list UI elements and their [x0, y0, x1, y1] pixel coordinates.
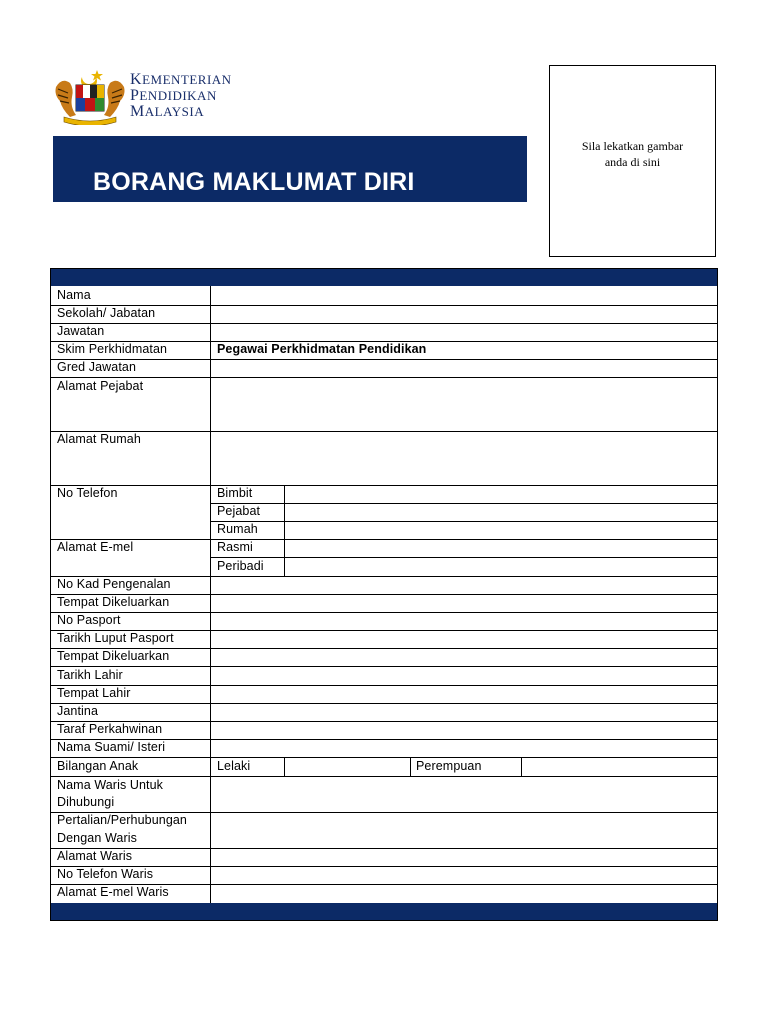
label-pertalian-line-1: Pertalian/Perhubungan — [57, 813, 187, 827]
label-rumah: Rumah — [217, 522, 258, 536]
photo-placeholder[interactable] — [549, 65, 716, 257]
label-skim-perkhidmatan: Skim Perkhidmatan — [57, 342, 168, 356]
label-tarikh-luput-pasport: Tarikh Luput Pasport — [57, 631, 174, 645]
label-bimbit: Bimbit — [217, 486, 253, 500]
ministry-line-3: MALAYSIA — [130, 103, 205, 120]
field-tarikh-lahir[interactable] — [211, 667, 717, 685]
malaysia-coat-of-arms-icon — [52, 67, 128, 125]
field-no-kad-pengenalan[interactable] — [211, 577, 717, 594]
field-alamat-rumah[interactable] — [211, 432, 717, 485]
value-skim-perkhidmatan: Pegawai Perkhidmatan Pendidikan — [217, 342, 427, 356]
field-tempat-lahir[interactable] — [211, 686, 717, 703]
field-gred-jawatan[interactable] — [211, 360, 717, 377]
label-jantina: Jantina — [57, 704, 99, 718]
label-tempat-lahir: Tempat Lahir — [57, 686, 131, 700]
field-emel-rasmi[interactable] — [285, 540, 717, 557]
label-alamat-pejabat: Alamat Pejabat — [57, 379, 144, 393]
label-nama-suami-isteri: Nama Suami/ Isteri — [57, 740, 166, 754]
field-jawatan[interactable] — [211, 324, 717, 341]
field-alamat-pejabat[interactable] — [211, 378, 717, 431]
field-tempat-dikeluarkan-pasport[interactable] — [211, 649, 717, 666]
field-nama[interactable] — [211, 287, 717, 305]
field-no-telefon-waris[interactable] — [211, 867, 717, 884]
label-rasmi: Rasmi — [217, 540, 253, 554]
field-alamat-emel-waris[interactable] — [211, 885, 717, 903]
label-no-pasport: No Pasport — [57, 613, 121, 627]
label-sekolah-jabatan: Sekolah/ Jabatan — [57, 306, 156, 320]
label-pertalian-line-2: Dengan Waris — [57, 831, 137, 845]
label-nama-waris-line-2: Dihubungi — [57, 795, 115, 809]
form-header-bar — [51, 269, 717, 286]
field-pertalian-waris[interactable] — [211, 813, 717, 848]
label-jawatan: Jawatan — [57, 324, 105, 338]
field-telefon-rumah[interactable] — [285, 522, 717, 539]
label-tempat-dikeluarkan-pasport: Tempat Dikeluarkan — [57, 649, 170, 663]
label-pejabat: Pejabat — [217, 504, 261, 518]
label-nama: Nama — [57, 288, 91, 302]
field-jantina[interactable] — [211, 704, 717, 721]
field-telefon-pejabat[interactable] — [285, 504, 717, 521]
photo-prompt-line-2: anda di sini — [604, 155, 661, 169]
field-emel-peribadi[interactable] — [285, 558, 717, 576]
ministry-line-2: PENDIDIKAN — [130, 87, 217, 104]
label-alamat-rumah: Alamat Rumah — [57, 432, 141, 446]
label-alamat-waris: Alamat Waris — [57, 849, 133, 863]
form-title: BORANG MAKLUMAT DIRI — [93, 168, 415, 196]
label-perempuan: Perempuan — [416, 759, 482, 773]
label-alamat-emel: Alamat E-mel — [57, 540, 134, 554]
label-lelaki: Lelaki — [217, 759, 251, 773]
ministry-logo — [52, 67, 242, 127]
label-taraf-perkahwinan: Taraf Perkahwinan — [57, 722, 163, 736]
children-divider-2 — [410, 758, 411, 776]
personal-info-form — [50, 268, 718, 921]
label-bilangan-anak: Bilangan Anak — [57, 759, 139, 773]
field-anak-perempuan[interactable] — [522, 758, 717, 776]
ministry-name — [130, 72, 232, 120]
label-alamat-emel-waris: Alamat E-mel Waris — [57, 885, 169, 899]
label-peribadi: Peribadi — [217, 559, 264, 573]
form-footer-bar — [51, 903, 717, 920]
field-telefon-bimbit[interactable] — [285, 486, 717, 503]
ministry-line-1: KEMENTERIAN — [130, 71, 232, 88]
label-no-kad-pengenalan: No Kad Pengenalan — [57, 577, 171, 591]
label-tempat-dikeluarkan-ic: Tempat Dikeluarkan — [57, 595, 170, 609]
label-no-telefon-waris: No Telefon Waris — [57, 867, 154, 881]
field-alamat-waris[interactable] — [211, 849, 717, 866]
label-tarikh-lahir: Tarikh Lahir — [57, 668, 123, 682]
label-nama-waris-line-1: Nama Waris Untuk — [57, 778, 164, 792]
label-no-telefon: No Telefon — [57, 486, 118, 500]
field-sekolah-jabatan[interactable] — [211, 306, 717, 323]
field-tempat-dikeluarkan-ic[interactable] — [211, 595, 717, 612]
photo-prompt-line-1: Sila lekatkan gambar — [581, 139, 684, 153]
field-no-pasport[interactable] — [211, 613, 717, 630]
field-anak-lelaki[interactable] — [285, 758, 410, 776]
label-gred-jawatan: Gred Jawatan — [57, 360, 137, 374]
field-nama-waris[interactable] — [211, 777, 717, 812]
field-taraf-perkahwinan[interactable] — [211, 722, 717, 739]
field-nama-suami-isteri[interactable] — [211, 740, 717, 757]
field-tarikh-luput-pasport[interactable] — [211, 631, 717, 648]
title-banner — [53, 136, 527, 202]
